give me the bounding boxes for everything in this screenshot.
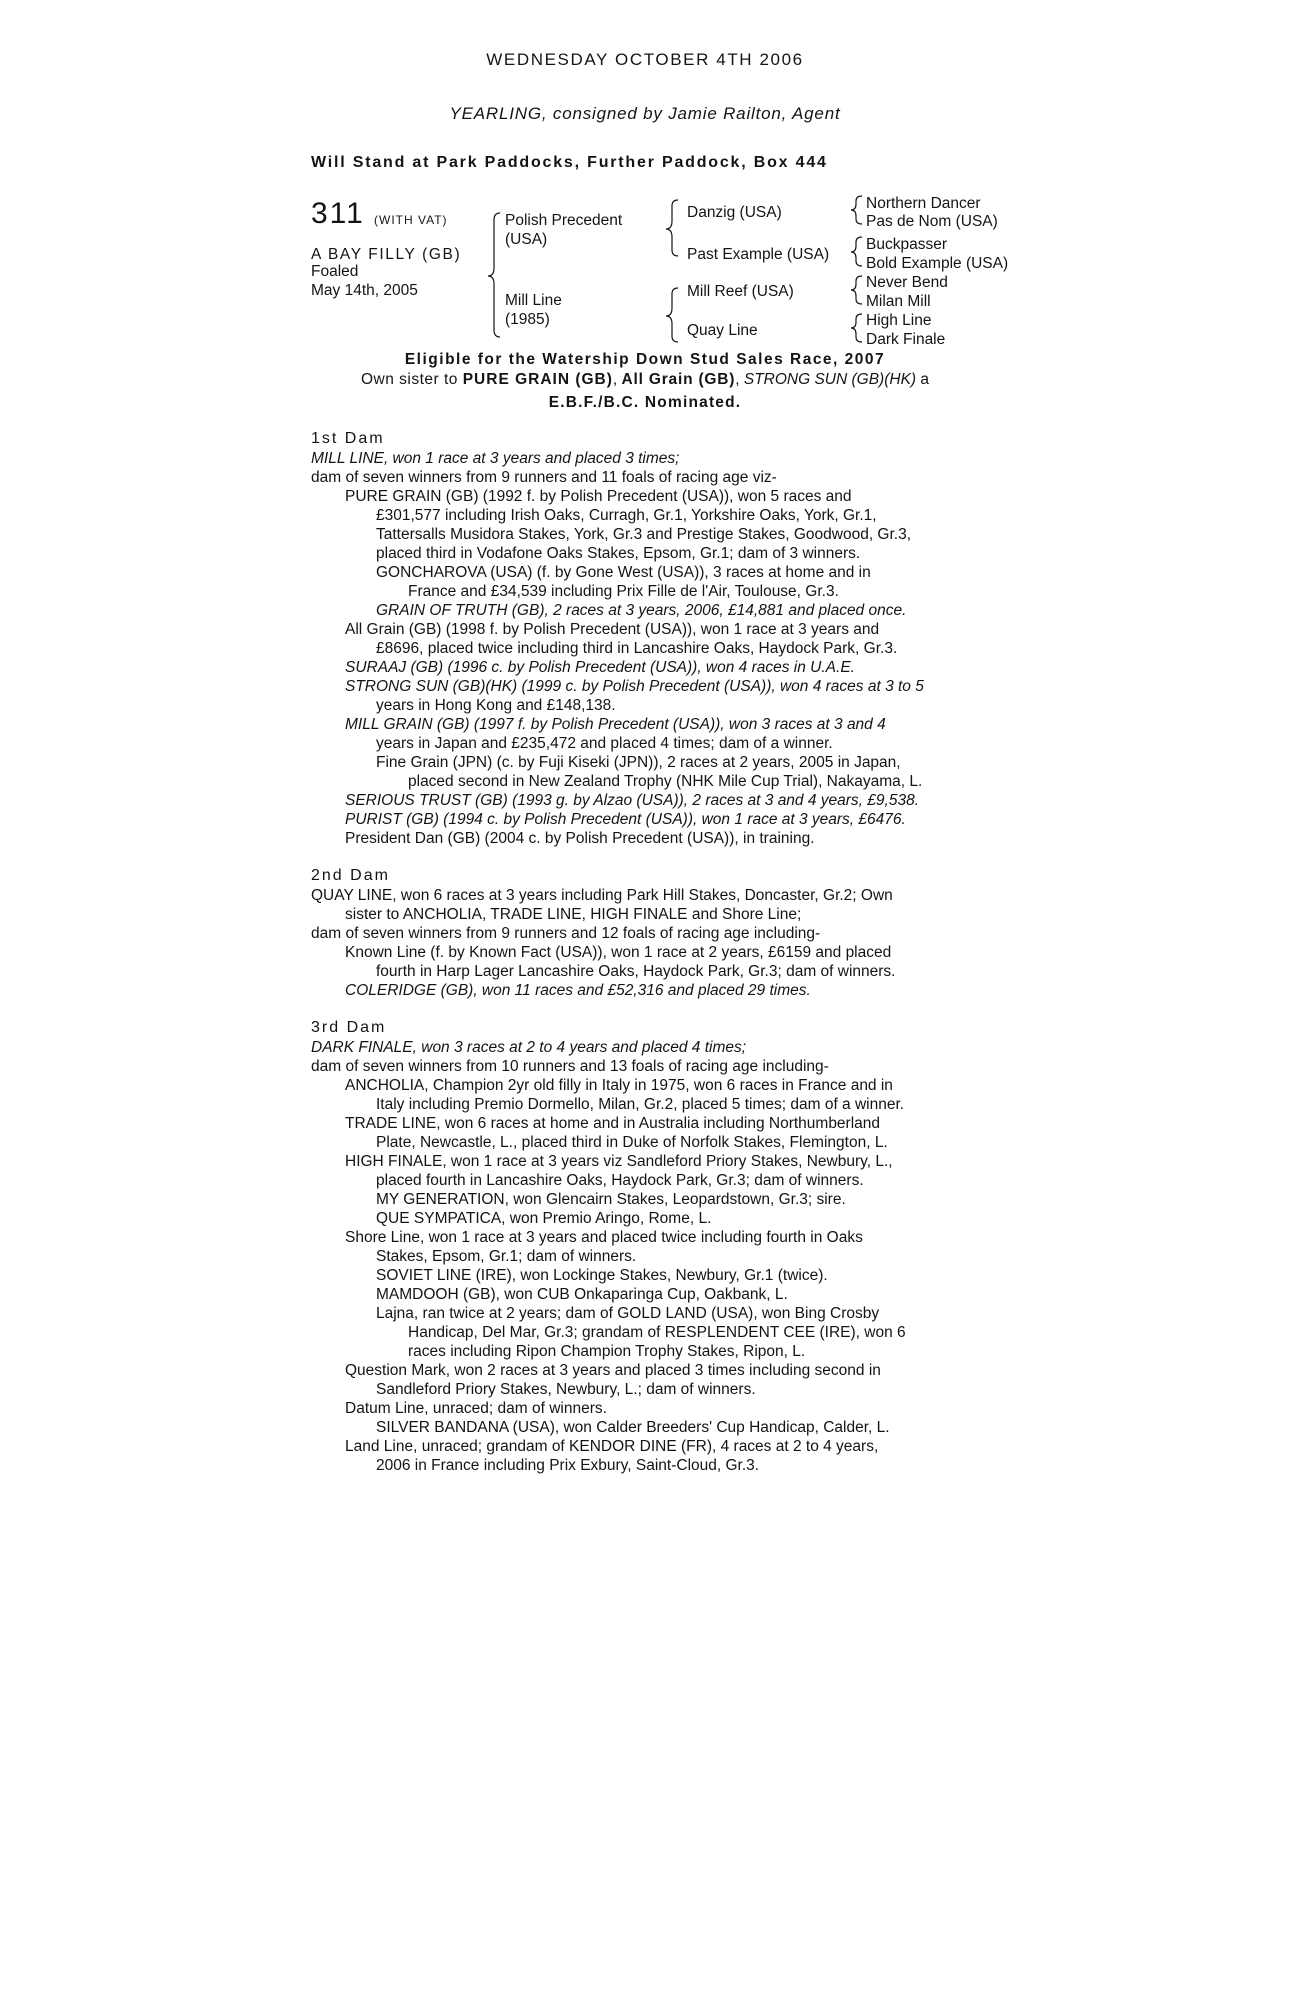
lot-description: A BAY FILLY (GB) (311, 246, 462, 263)
third-dam-line-7: placed fourth in Lancashire Oaks, Haydock Park, Gr.3; dam of winners. (376, 1172, 864, 1189)
third-dam-line-11: Stakes, Epsom, Gr.1; dam of winners. (376, 1248, 637, 1265)
first-dam-line-10: £8696, placed twice including third in Lancashire Oaks, Haydock Park, Gr.3. (376, 640, 898, 657)
third-dam-line-0: DARK FINALE, won 3 races at 2 to 4 years and placed 4 times; (311, 1039, 747, 1056)
own-sister-all-grain: All Grain (GB) (621, 371, 736, 388)
third-dam-line-16: races including Ripon Champion Trophy Stakes, Ripon, L. (408, 1343, 806, 1360)
first-dam-line-14: MILL GRAIN (GB) (1997 f. by Polish Precedent (USA)), won 3 races at 3 and 4 (345, 716, 886, 733)
own-sister-prefix: Own sister to (360, 371, 463, 388)
third-dam-line-3: Italy including Premio Dormello, Milan, Gr.2, placed 5 times; dam of a winner. (376, 1096, 905, 1113)
first-dam-line-18: SERIOUS TRUST (GB) (1993 g. by Alzao (USA)), 2 races at 3 and 4 years, £9,538. (345, 792, 920, 809)
first-dam-line-0: MILL LINE, won 1 race at 3 years and placed 3 times; (311, 450, 680, 467)
dam-brace (666, 288, 678, 342)
brace-g34 (851, 237, 862, 266)
first-dam-line-12: STRONG SUN (GB)(HK) (1999 c. by Polish Precedent (USA)), won 4 races at 3 to 5 (345, 678, 924, 695)
first-dam-line-19: PURIST (GB) (1994 c. by Polish Precedent (USA)), won 1 race at 3 years, £6476. (345, 811, 906, 828)
first-dam-line-4: Tattersalls Musidora Stakes, York, Gr.3 and Prestige Stakes, Goodwood, Gr.3, (376, 526, 912, 543)
second-dam-line-2: dam of seven winners from 9 runners and 12 foals of racing age including- (311, 925, 821, 942)
second-dam-line-5: COLERIDGE (GB), won 11 races and £52,316 and placed 29 times. (345, 982, 811, 999)
stand-line: Will Stand at Park Paddocks, Further Paddock, Box 444 (311, 154, 828, 171)
foaled-label: Foaled (311, 263, 359, 280)
eligibility-note: Eligible for the Watership Down Stud Sales Race, 2007 (404, 351, 886, 368)
first-dam-heading: 1st Dam (311, 430, 385, 447)
own-sister-sep-1: , (612, 371, 622, 388)
first-dam-line-9: All Grain (GB) (1998 f. by Polish Precedent (USA)), won 1 race at 3 years and (345, 621, 880, 638)
great-granddam-1: Pas de Nom (USA) (866, 213, 998, 230)
third-dam-line-8: MY GENERATION, won Glencairn Stakes, Leopardstown, Gr.3; sire. (376, 1191, 846, 1208)
great-grandsire-3: Never Bend (866, 274, 948, 291)
first-dam-line-6: GONCHAROVA (USA) (f. by Gone West (USA)), 3 races at home and in (376, 564, 871, 581)
dam-sire: Mill Reef (USA) (687, 283, 794, 300)
own-sister-pure-grain: PURE GRAIN (GB) (462, 371, 613, 388)
third-dam-line-1: dam of seven winners from 10 runners and 13 foals of racing age including- (311, 1058, 829, 1075)
third-dam-line-9: QUE SYMPATICA, won Premio Aringo, Rome, L. (376, 1210, 712, 1227)
second-dam-line-4: fourth in Harp Lager Lancashire Oaks, Haydock Park, Gr.3; dam of winners. (376, 963, 896, 980)
sire-dam: Past Example (USA) (687, 246, 830, 263)
first-dam-line-8: GRAIN OF TRUTH (GB), 2 races at 3 years, 2006, £14,881 and placed once. (376, 602, 907, 619)
third-dam-line-6: HIGH FINALE, won 1 race at 3 years viz Sandleford Priory Stakes, Newbury, L., (345, 1153, 893, 1170)
third-dam-line-20: SILVER BANDANA (USA), won Calder Breeders' Cup Handicap, Calder, L. (376, 1419, 890, 1436)
dam-year: (1985) (505, 311, 550, 328)
second-dam-line-3: Known Line (f. by Known Fact (USA)), won 1 race at 2 years, £6159 and placed (345, 944, 892, 961)
first-dam-line-15: years in Japan and £235,472 and placed 4 times; dam of a winner. (376, 735, 833, 752)
own-sister-suffix: a (916, 371, 930, 388)
second-dam-line-0: QUAY LINE, won 6 races at 3 years including Park Hill Stakes, Doncaster, Gr.2; Own (311, 887, 893, 904)
third-dam-line-5: Plate, Newcastle, L., placed third in Duke of Norfolk Stakes, Flemington, L. (376, 1134, 888, 1151)
third-dam-line-4: TRADE LINE, won 6 races at home and in Australia including Northumberland (345, 1115, 881, 1132)
consignment-line: YEARLING, consigned by Jamie Railton, Agent (449, 104, 841, 123)
great-grandsire-4: High Line (866, 312, 932, 329)
third-dam-line-21: Land Line, unraced; grandam of KENDOR DINE (FR), 4 races at 2 to 4 years, (345, 1438, 879, 1455)
second-dam-line-1: sister to ANCHOLIA, TRADE LINE, HIGH FINALE and Shore Line; (345, 906, 802, 923)
sire-name: Polish Precedent (505, 212, 623, 229)
third-dam-line-13: MAMDOOH (GB), won CUB Onkaparinga Cup, Oakbank, L. (376, 1286, 788, 1303)
third-dam-line-2: ANCHOLIA, Champion 2yr old filly in Italy in 1975, won 6 races in France and in (345, 1077, 893, 1094)
third-dam-line-10: Shore Line, won 1 race at 3 years and placed twice including fourth in Oaks (345, 1229, 863, 1246)
own-sister-strong-sun: STRONG SUN (GB)(HK) (743, 371, 917, 388)
dam-dam: Quay Line (687, 322, 758, 339)
own-sister-line (0, 370, 1290, 389)
third-dam-heading: 3rd Dam (311, 1019, 387, 1036)
dam-name: Mill Line (505, 292, 562, 309)
first-dam-line-17: placed second in New Zealand Trophy (NHK Mile Cup Trial), Nakayama, L. (408, 773, 923, 790)
first-dam-line-7: France and £34,539 including Prix Fille de l'Air, Toulouse, Gr.3. (408, 583, 839, 600)
sire-origin: (USA) (505, 231, 548, 248)
first-dam-line-20: President Dan (GB) (2004 c. by Polish Precedent (USA)), in training. (345, 830, 815, 847)
nomination-note: E.B.F./B.C. Nominated. (548, 394, 742, 411)
third-dam-line-17: Question Mark, won 2 races at 3 years and placed 3 times including second in (345, 1362, 881, 1379)
lot-number: 311 (311, 197, 365, 230)
third-dam-line-22: 2006 in France including Prix Exbury, Saint-Cloud, Gr.3. (376, 1457, 760, 1474)
sale-date: WEDNESDAY OCTOBER 4TH 2006 (486, 50, 804, 69)
great-granddam-3: Milan Mill (866, 293, 931, 310)
third-dam-line-18: Sandleford Priory Stakes, Newbury, L.; dam of winners. (376, 1381, 756, 1398)
sire-brace (666, 200, 678, 256)
main-brace (488, 213, 500, 337)
first-dam-line-1: dam of seven winners from 9 runners and 11 foals of racing age viz- (311, 469, 777, 486)
great-granddam-2: Bold Example (USA) (866, 255, 1009, 272)
great-grandsire-1: Northern Dancer (866, 195, 981, 212)
great-granddam-4: Dark Finale (866, 331, 946, 348)
brace-g78 (851, 314, 862, 342)
first-dam-line-11: SURAAJ (GB) (1996 c. by Polish Precedent (USA)), won 4 races in U.A.E. (345, 659, 855, 676)
brace-g12 (851, 196, 862, 224)
great-grandsire-2: Buckpasser (866, 236, 947, 253)
foaled-date: May 14th, 2005 (311, 282, 418, 299)
pedigree-brackets (0, 0, 1290, 360)
first-dam-line-3: £301,577 including Irish Oaks, Curragh, Gr.1, Yorkshire Oaks, York, Gr.1, (376, 507, 877, 524)
third-dam-line-12: SOVIET LINE (IRE), won Lockinge Stakes, Newbury, Gr.1 (twice). (376, 1267, 828, 1284)
first-dam-line-5: placed third in Vodafone Oaks Stakes, Epsom, Gr.1; dam of 3 winners. (376, 545, 861, 562)
first-dam-line-13: years in Hong Kong and £148,138. (376, 697, 616, 714)
third-dam-line-14: Lajna, ran twice at 2 years; dam of GOLD LAND (USA), won Bing Crosby (376, 1305, 880, 1322)
own-sister-sep-2: , (735, 371, 744, 388)
second-dam-heading: 2nd Dam (311, 867, 390, 884)
first-dam-line-16: Fine Grain (JPN) (c. by Fuji Kiseki (JPN)), 2 races at 2 years, 2005 in Japan, (376, 754, 901, 771)
vat-note: (WITH VAT) (374, 213, 448, 227)
first-dam-line-2: PURE GRAIN (GB) (1992 f. by Polish Precedent (USA)), won 5 races and (345, 488, 852, 505)
third-dam-line-19: Datum Line, unraced; dam of winners. (345, 1400, 607, 1417)
sire-sire: Danzig (USA) (687, 204, 782, 221)
third-dam-line-15: Handicap, Del Mar, Gr.3; grandam of RESPLENDENT CEE (IRE), won 6 (408, 1324, 906, 1341)
brace-g56 (851, 276, 862, 304)
